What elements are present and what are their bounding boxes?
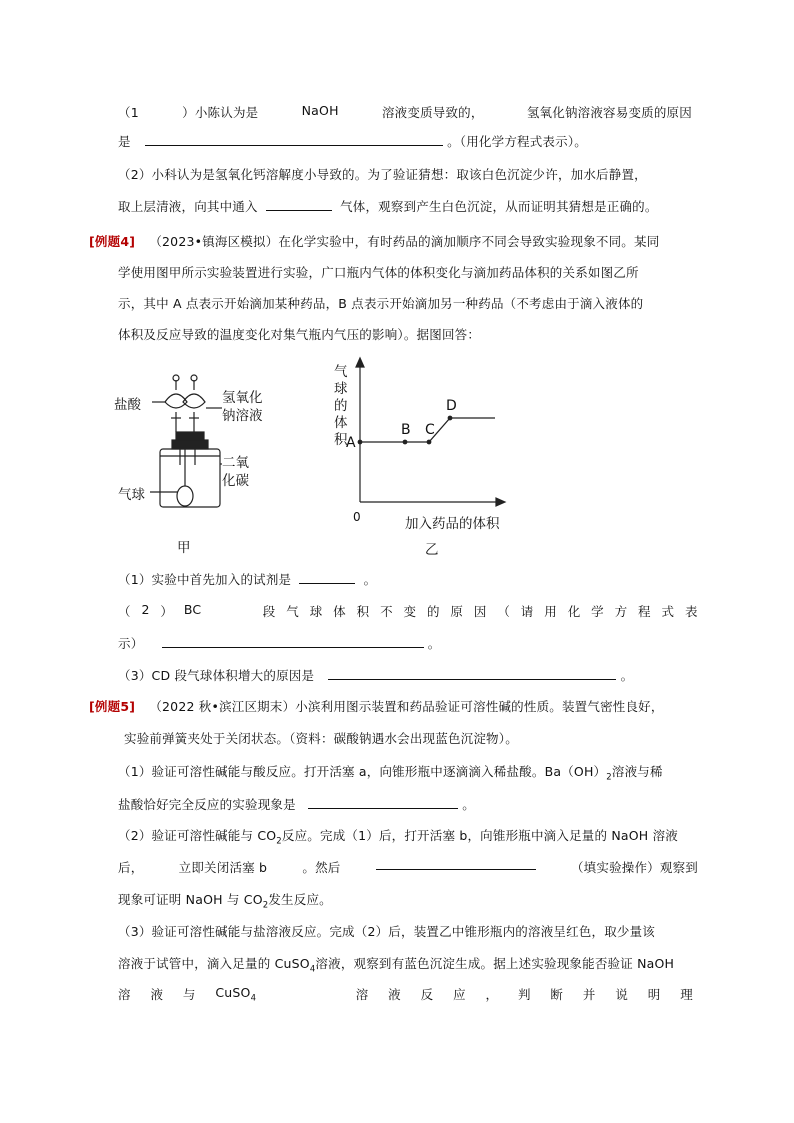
answer-blank[interactable] xyxy=(376,858,536,870)
y-axis-label-char: 气 xyxy=(334,364,348,380)
text-seg: ）小陈认为是 xyxy=(182,105,259,120)
text-seg: 应 xyxy=(453,987,466,1002)
question-1-line xyxy=(118,103,692,121)
text-seg: 后， xyxy=(118,860,144,875)
point-label-D: D xyxy=(446,398,457,414)
text-seg: 用 xyxy=(544,604,557,619)
x-axis-label: 加入药品的体积 xyxy=(405,516,500,532)
point-label-C: C xyxy=(425,422,435,438)
question-2-line: （2）小科认为是氢氧化钙溶解度小导致的。为了验证猜想：取该白色沉淀少许，加水后静置， xyxy=(118,167,647,182)
text-seg: 反应。完成（1）后，打开活塞 b，向锥形瓶中滴入足量的 NaOH 溶液 xyxy=(281,828,678,843)
text-seg: 盐酸恰好完全反应的实验现象是 xyxy=(118,797,296,812)
label-naoh-2: 钠溶液 xyxy=(222,408,263,424)
text-seg: 说 xyxy=(615,987,629,1002)
text-seg: （1）实验中首先加入的试剂是 xyxy=(118,572,292,587)
text-seg: 示） xyxy=(118,636,144,651)
text-seg: 学 xyxy=(591,604,604,619)
label-hcl: 盐酸 xyxy=(114,397,141,413)
text-seg: 断 xyxy=(550,987,564,1002)
example-5-line-2: 实验前弹簧夹处于关闭状态。（资料：碳酸钠遇水会出现蓝色沉淀物）。 xyxy=(124,731,518,746)
text-seg: （填实验操作）观察到 xyxy=(570,860,698,875)
text-seg: 请 xyxy=(520,604,534,619)
text-seg: 方 xyxy=(614,604,628,619)
text-seg: （ xyxy=(118,604,131,619)
text-seg: 立即关闭活塞 b xyxy=(178,860,268,875)
example-4-line-2: 学使用图甲所示实验装置进行实验，广口瓶内气体的体积变化与滴加药品体积的关系如图乙所 xyxy=(118,265,639,280)
label-co2-2: 化碳 xyxy=(222,473,249,489)
y-axis-label-char: 体 xyxy=(334,415,348,431)
text-seg: 原 xyxy=(450,604,464,619)
text-seg: 液 xyxy=(150,987,164,1002)
subscript: 2 xyxy=(276,836,282,847)
text-seg: 。 xyxy=(462,797,475,812)
text-seg: 段 xyxy=(262,604,276,619)
example-4-line-3: 示，其中 A 点表示开始滴加某种药品，B 点表示开始滴加另一种药品（不考虑由于滴入液体的 xyxy=(118,296,644,311)
text-seg: 取上层清液，向其中通入 xyxy=(118,199,258,214)
question-2-line-2 xyxy=(118,634,440,652)
figure-jia-caption: 甲 xyxy=(177,540,191,556)
answer-blank[interactable] xyxy=(308,797,458,809)
subscript: 2 xyxy=(262,900,269,911)
answer-blank[interactable] xyxy=(162,636,424,648)
text-seg: 变 xyxy=(403,604,417,619)
text-seg: （ xyxy=(497,604,511,619)
text-seg: （2022 秋•滨江区期末）小滨利用图示装置和药品验证可溶性碱的性质。装置气密性良好， xyxy=(149,699,664,714)
label-balloon: 气球 xyxy=(118,487,145,503)
label-naoh-1: 氢氧化 xyxy=(222,390,263,406)
answer-blank[interactable] xyxy=(145,134,443,146)
text-seg: 氢氧化钠溶液容易变质的原因 xyxy=(526,105,692,120)
text-seg: ） xyxy=(160,604,174,619)
example-5-q3-line-3 xyxy=(118,985,693,1004)
text-seg: 。然后 xyxy=(302,860,341,875)
text-seg: CuSO$_4$ xyxy=(215,985,257,1004)
text-seg: ， xyxy=(485,987,499,1002)
text-seg: 。（用化学方程式表示）。 xyxy=(447,134,587,149)
text-seg: 。 xyxy=(620,668,634,683)
text-seg: 。 xyxy=(427,636,441,651)
text-seg: 气体，观察到产生白色沉淀，从而证明其猜想是正确的。 xyxy=(340,199,658,214)
text-seg: 。 xyxy=(363,572,377,587)
text-seg: 溶液与稀 xyxy=(611,764,663,779)
subscript: 4 xyxy=(309,964,316,975)
point-A xyxy=(358,440,363,445)
example-4-heading xyxy=(89,232,659,250)
text-seg: NaOH xyxy=(301,103,339,118)
text-seg: 2 xyxy=(141,602,150,617)
text-seg: 溶液于试管中，滴入足量的 CuSO xyxy=(118,956,310,971)
text-seg: 的 xyxy=(426,604,440,619)
question-3 xyxy=(118,666,633,684)
text-seg: （2）验证可溶性碱能与 CO xyxy=(118,828,277,843)
point-D xyxy=(448,416,453,421)
text-seg: （2023•镇海区模拟）在化学实验中，有时药品的滴加顺序不同会导致实验现象不同。某同 xyxy=(149,234,660,249)
point-label-B: B xyxy=(401,422,411,438)
text-seg: 液 xyxy=(388,987,401,1002)
text-seg: 判 xyxy=(517,987,531,1002)
text-seg: 式 xyxy=(661,604,675,619)
text-seg: 理 xyxy=(680,987,693,1002)
label-co2-1: 二氧 xyxy=(222,455,249,471)
example-5-q1 xyxy=(118,762,663,783)
example-tag: [例题4] xyxy=(89,234,136,249)
origin-label: 0 xyxy=(353,510,361,524)
example-5-q2-line-3 xyxy=(118,890,332,911)
subscript: 2 xyxy=(606,772,612,783)
text-seg: 溶 xyxy=(118,987,131,1002)
example-4-line-4: 体积及反应导致的温度变化对集气瓶内气压的影响）。据图回答： xyxy=(118,327,481,342)
text-seg: 不 xyxy=(380,604,393,619)
text-seg: 表 xyxy=(684,604,698,619)
text-seg: 发生反应。 xyxy=(268,892,332,907)
answer-blank[interactable] xyxy=(266,199,332,211)
text-seg: 是 xyxy=(118,134,131,149)
text-seg: （1）验证可溶性碱能与酸反应。打开活塞 a，向锥形瓶中逐滴滴入稀盐酸。Ba（OH） xyxy=(118,764,607,779)
text-seg: 因 xyxy=(473,604,487,619)
example-5-q2-line-2 xyxy=(118,858,698,876)
point-B xyxy=(403,440,408,445)
text-seg: 球 xyxy=(309,604,323,619)
text-seg: 溶 xyxy=(355,987,369,1002)
question-1 xyxy=(118,570,376,588)
point-C xyxy=(427,440,432,445)
example-tag: [例题5] xyxy=(89,699,136,714)
example-5-q1-line-2 xyxy=(118,795,475,813)
question-2 xyxy=(118,602,698,620)
answer-blank[interactable] xyxy=(299,572,355,584)
example-5-q3: （3）验证可溶性碱能与盐溶液反应。完成（2）后，装置乙中锥形瓶内的溶液呈红色，取少量该 xyxy=(118,924,656,939)
question-1-line-2 xyxy=(118,132,587,150)
question-2-line-2 xyxy=(118,197,658,215)
text-seg: 体 xyxy=(333,604,346,619)
text-seg: 现象可证明 NaOH 与 CO xyxy=(118,892,263,907)
y-axis-label-char: 积 xyxy=(334,432,348,448)
y-axis-label-char: 球 xyxy=(334,381,348,397)
text-seg: 化 xyxy=(567,604,581,619)
example-5-heading xyxy=(89,697,664,715)
text-seg: （3）CD 段气球体积增大的原因是 xyxy=(118,668,315,683)
point-label-A: A xyxy=(346,435,356,451)
text-seg: 溶液变质导致的， xyxy=(381,105,484,120)
text-seg: 并 xyxy=(582,987,596,1002)
figure-yi-caption: 乙 xyxy=(425,542,439,558)
answer-blank[interactable] xyxy=(328,668,616,680)
example-5-q3-line-2 xyxy=(118,954,674,975)
text-seg: 积 xyxy=(356,604,370,619)
text-seg: 气 xyxy=(286,604,299,619)
text-seg: BC xyxy=(183,602,202,617)
text-seg: 与 xyxy=(182,987,196,1002)
text-seg: （1 xyxy=(118,105,139,120)
text-seg: 明 xyxy=(647,987,661,1002)
y-axis-label-char: 的 xyxy=(334,398,348,414)
text-seg: 溶液，观察到有蓝色沉淀生成。据上述实验现象能否验证 NaOH xyxy=(315,956,675,971)
example-5-q2 xyxy=(118,826,678,847)
text-seg: 反 xyxy=(420,987,434,1002)
text-seg: 程 xyxy=(638,604,651,619)
